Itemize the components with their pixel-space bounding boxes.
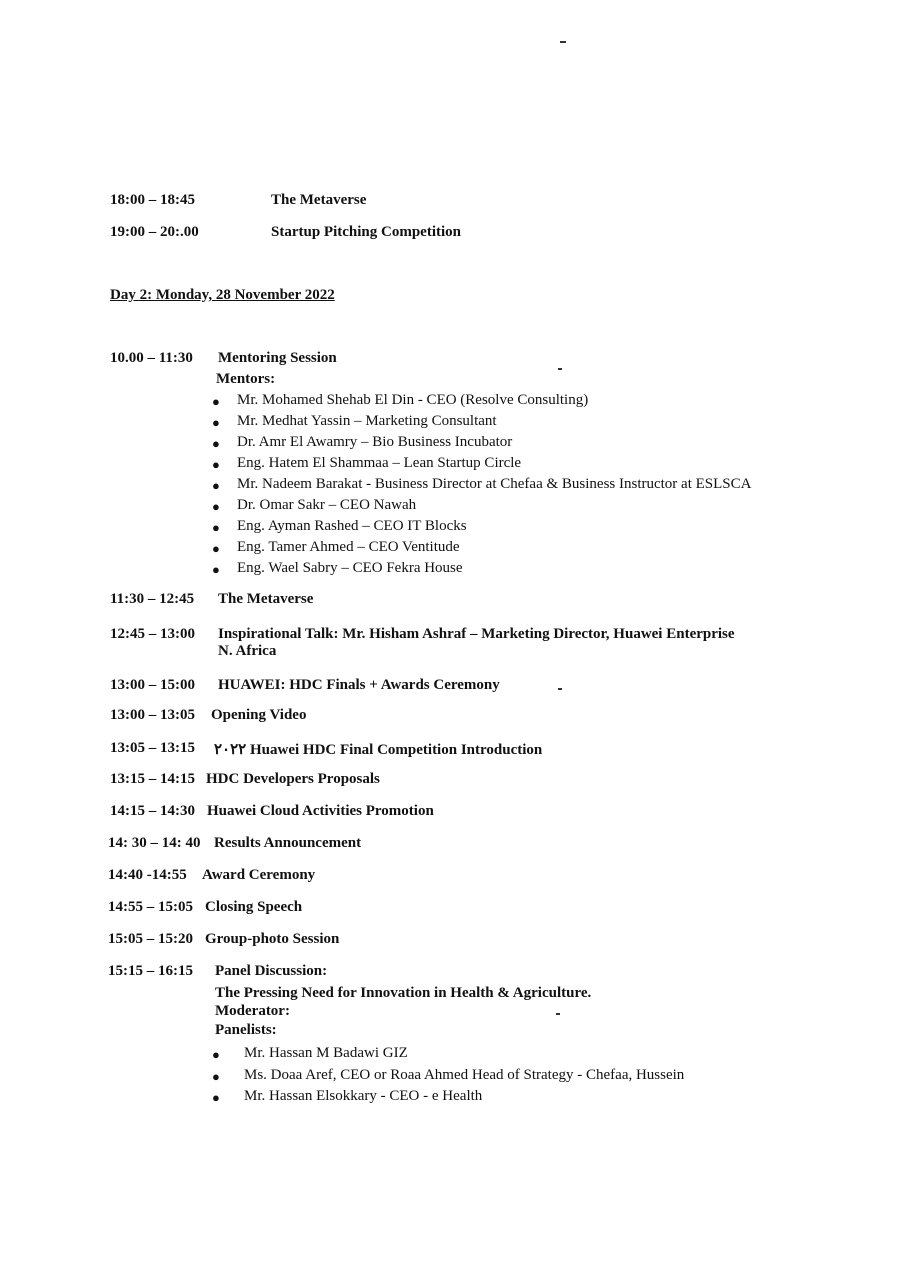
- session-title: Closing Speech: [205, 899, 303, 915]
- schedule-time: 15:05 – 15:20: [108, 931, 193, 947]
- mentor-item: Eng. Wael Sabry – CEO Fekra House: [237, 560, 463, 576]
- scan-speck: [556, 1013, 560, 1015]
- bullet-icon: ●: [212, 499, 220, 514]
- bullet-icon: ●: [212, 1090, 220, 1105]
- schedule-time: 14: 30 – 14: 40: [108, 835, 201, 851]
- session-title: Opening Video: [211, 707, 307, 723]
- session-title: HDC Developers Proposals: [206, 771, 380, 787]
- schedule-time: 12:45 – 13:00: [110, 626, 195, 642]
- session-title: HUAWEI: HDC Finals + Awards Ceremony: [218, 677, 500, 693]
- schedule-time: 14:15 – 14:30: [110, 803, 195, 819]
- panelist-item: Ms. Doaa Aref, CEO or Roaa Ahmed Head of Strategy - Chefaa, Hussein: [244, 1067, 685, 1083]
- session-title: Panel Discussion:: [215, 963, 328, 979]
- schedule-time: 13:00 – 13:05: [110, 707, 195, 723]
- schedule-time: 15:15 – 16:15: [108, 963, 193, 979]
- schedule-time: 13:00 – 15:00: [110, 677, 195, 693]
- session-title: Award Ceremony: [202, 867, 316, 883]
- schedule-time: 11:30 – 12:45: [110, 591, 195, 607]
- mentors-label: Mentors:: [216, 371, 276, 387]
- mentor-item: Mr. Medhat Yassin – Marketing Consultant: [237, 413, 497, 429]
- session-title: Startup Pitching Competition: [271, 224, 462, 240]
- session-title: The Metaverse: [271, 192, 367, 208]
- bullet-icon: ●: [212, 457, 220, 472]
- moderator-label: Moderator:: [215, 1003, 290, 1019]
- scan-speck: [560, 41, 566, 43]
- session-title: Mentoring Session: [218, 350, 337, 366]
- panelists-label: Panelists:: [215, 1022, 277, 1038]
- bullet-icon: ●: [212, 1069, 220, 1084]
- session-title: Results Announcement: [214, 835, 362, 851]
- bullet-icon: ●: [212, 1047, 220, 1062]
- mentor-item: Eng. Tamer Ahmed – CEO Ventitude: [237, 539, 460, 555]
- panelist-item: Mr. Hassan M Badawi GIZ: [244, 1045, 408, 1061]
- bullet-icon: ●: [212, 394, 220, 409]
- schedule-time: 18:00 – 18:45: [110, 192, 195, 208]
- day-heading: [110, 287, 335, 304]
- mentor-item: Eng. Hatem El Shammaa – Lean Startup Circle: [237, 455, 522, 471]
- mentor-item: Dr. Amr El Awamry – Bio Business Incubator: [237, 434, 513, 450]
- scan-speck: [558, 368, 562, 370]
- bullet-icon: ●: [212, 478, 220, 493]
- mentor-item: Eng. Ayman Rashed – CEO IT Blocks: [237, 518, 467, 534]
- mentor-item: Mr. Nadeem Barakat - Business Director at Chefaa & Business Instructor at ESLSCA: [237, 476, 752, 492]
- session-title-continued: N. Africa: [218, 643, 277, 659]
- schedule-time: 13:15 – 14:15: [110, 771, 195, 787]
- bullet-icon: ●: [212, 415, 220, 430]
- session-title: Inspirational Talk: Mr. Hisham Ashraf – Marketing Director, Huawei Enterprise: [218, 626, 735, 642]
- schedule-time: 10.00 – 11:30: [110, 350, 193, 366]
- bullet-icon: ●: [212, 436, 220, 451]
- session-title: Huawei Cloud Activities Promotion: [207, 803, 434, 819]
- schedule-time: 19:00 – 20:.00: [110, 224, 199, 240]
- session-title: The Metaverse: [218, 591, 314, 607]
- bullet-icon: ●: [212, 520, 220, 535]
- panelist-item: Mr. Hassan Elsokkary - CEO - e Health: [244, 1088, 483, 1104]
- scan-speck: [558, 688, 562, 690]
- schedule-time: 13:05 – 13:15: [110, 740, 195, 756]
- session-title: ٢٠٢٢ Huawei HDC Final Competition Introduction: [214, 742, 543, 758]
- bullet-icon: ●: [212, 541, 220, 556]
- day-heading-text: Day 2: Monday, 28 November 2022: [110, 287, 335, 303]
- bullet-icon: ●: [212, 562, 220, 577]
- mentor-item: Dr. Omar Sakr – CEO Nawah: [237, 497, 417, 513]
- panel-topic: The Pressing Need for Innovation in Health & Agriculture.: [215, 985, 592, 1001]
- session-title: Group-photo Session: [205, 931, 340, 947]
- mentor-item: Mr. Mohamed Shehab El Din - CEO (Resolve Consulting): [237, 392, 589, 408]
- schedule-time: 14:40 -14:55: [108, 867, 187, 883]
- schedule-time: 14:55 – 15:05: [108, 899, 193, 915]
